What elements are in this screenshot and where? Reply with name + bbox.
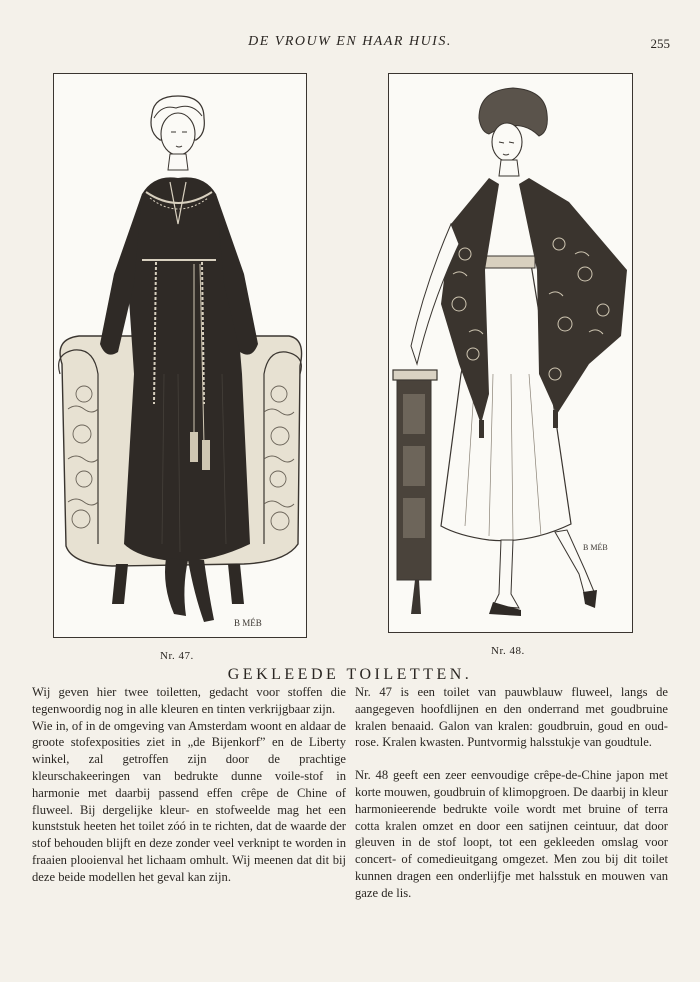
article-column-right [355, 684, 668, 902]
plate-caption-nr-47: Nr. 47. [160, 650, 194, 662]
illustration-nr-47 [53, 73, 307, 638]
plate-caption-nr-48: Nr. 48. [491, 645, 525, 657]
woman-figure-nr-48 [411, 88, 627, 616]
article-title: GEKLEEDE TOILETTEN. [227, 666, 473, 683]
page-number: 255 [650, 36, 670, 51]
paragraph: Wij geven hier twee toiletten, gedacht voor stoffen die tegenwoordig nog in alle kleuren en tinten verkrijgbaar zijn. [32, 685, 346, 716]
running-title: DE VROUW EN HAAR HUIS. [248, 34, 452, 49]
illustration-nr-48 [388, 73, 633, 633]
paragraph: Nr. 47 is een toilet van pauwblauw fluweel, langs de aangegeven hoofdlijnen en den onderrand met goudbruine kralen benaaid. Galon van kralen: goudbruin, goud en oud-rose. Kralen kwasten. Puntvormig halsstukje van goudtule. [355, 685, 668, 750]
artist-signature: B MÉB [583, 543, 608, 552]
article-column-left [32, 684, 346, 886]
paragraph: Nr. 48 geeft een zeer eenvoudige crêpe-de-Chine japon met korte mouwen, goudbruin of klimopgroen. De daarbij in kleur harmonieerende bedrukte voile wordt met bruine of terra cotta kralen omzet en door een satijnen ceintuur, dat door gleuven in de stof loopt, tot een gekleeden omslag voor concert- of comedieuitgang omgezet. Men zou bij dit toilet kunnen dragen een onderlijfje met halsstuk en mouwen van gaze de lis. [355, 768, 668, 900]
artist-signature: B MÉB [234, 618, 262, 628]
fashion-plate-printed-voile-wrap [389, 74, 632, 632]
paragraph: Wie in, of in de omgeving van Amsterdam woont en aldaar de groote stofexposities ziet in „de Bijenkorf” en de Liberty winkel, zal getroffen zijn door de prachtige kleurschakeeringen van bedrukte dunne voile-stof in harmonie met daarbij passend effen crêpe de Chine of fluweel. Bij dergelijke kleur- en stofweelde mag het een kunststuk heeten het toilet zóó in te richten, dat de waarde der stof behouden blijft en deze zonder veel verknipt te worden in fraaien plooienval het lichaam omhult. Wij meenen dat dit bij deze beide modellen het geval kan zijn. [32, 718, 346, 884]
side-table-drawing [393, 370, 437, 614]
fashion-plate-dark-velvet-dress [54, 74, 306, 637]
